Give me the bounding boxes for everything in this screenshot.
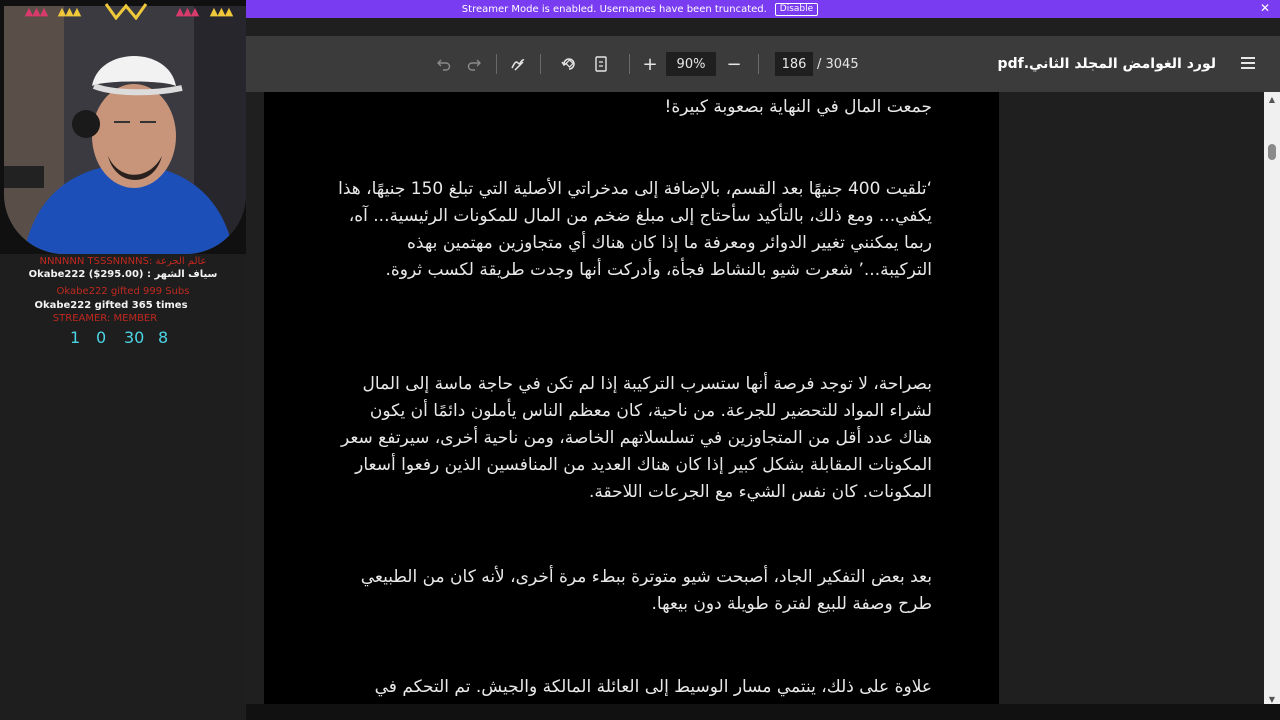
page-number-input[interactable]: 186 xyxy=(775,52,813,76)
rotate-icon xyxy=(560,55,578,73)
paragraph: بعد بعض التفكير الجاد، أصبحت شيو متوترة ببطء مرة أخرى، لأنه كان من الطبيعي طرح وصفة للبيع لفترة طويلة دون بيعها. xyxy=(360,567,932,614)
close-icon[interactable]: ✕ xyxy=(1259,1,1270,15)
undo-icon xyxy=(436,56,452,72)
page-total: / 3045 xyxy=(817,56,859,72)
counter-digit: 1 xyxy=(70,328,81,347)
decoration-crown-right: ▲▲▲ xyxy=(209,4,233,18)
zoom-in-button[interactable]: + xyxy=(642,53,658,75)
menu-icon[interactable] xyxy=(1238,54,1258,74)
toolbar-divider xyxy=(496,54,497,74)
draw-icon xyxy=(509,55,527,73)
rotate-button[interactable] xyxy=(557,36,581,92)
toolbar-divider xyxy=(540,54,541,74)
webcam-feed xyxy=(4,6,246,254)
paragraph: علاوة على ذلك، ينتمي مسار الوسيط إلى العائلة المالكة والجيش. تم التحكم في xyxy=(374,677,932,697)
disable-button[interactable]: Disable xyxy=(775,3,818,16)
streamer-webcam-image xyxy=(4,6,246,254)
banner-message: Streamer Mode is enabled. Usernames have been truncated. xyxy=(461,3,767,15)
paragraph: جمعت المال في النهاية بصعوبة كبيرة! xyxy=(664,97,932,117)
paragraph: بصراحة، لا توجد فرصة أنها ستسرب التركيبة إذا لم تكن في حاجة ماسة إلى المال لشراء المواد للتحضير للجرعة. من ناحية، كان معظم الناس يأملون دائمًا أن يكون هناك عدد أقل من المتجاوزين في تسلسلاتهم الخاصة، ومن ناحية أخرى، سيرتفع سعر المكونات المقابلة بشكل كبير إذا كان هناك العديد من المنافسين الذين رفعوا أسعار المكونات. كان نفس الشيء مع الجرعات اللاحقة. xyxy=(340,374,932,502)
logo-w-icon xyxy=(104,4,148,18)
decoration-left: ▲▲▲ xyxy=(24,4,48,18)
zoom-out-button[interactable]: − xyxy=(726,53,742,75)
toolbar-divider xyxy=(629,54,630,74)
bottom-strip xyxy=(246,704,1280,720)
overlay-footer: STREAMER: MEMBER xyxy=(52,313,158,324)
counter-digit: 8 xyxy=(158,328,169,347)
counter-digit: 30 xyxy=(124,328,145,347)
overlay-gift-alert: Okabe222 gifted 999 Subs xyxy=(56,286,190,297)
pdf-toolbar xyxy=(246,36,1280,92)
redo-button[interactable] xyxy=(462,36,486,92)
fit-page-icon xyxy=(593,55,609,73)
decoration-right: ▲▲▲ xyxy=(175,4,199,18)
pdf-page xyxy=(264,92,999,704)
scroll-down-icon[interactable]: ▼ xyxy=(1268,694,1276,704)
scroll-up-icon[interactable]: ▲ xyxy=(1268,94,1276,104)
paragraph: ‘تلقيت 400 جنيهًا بعد القسم، بالإضافة إلى مدخراتي الأصلية التي تبلغ 150 جنيهًا، هذا يكفي... ومع ذلك، بالتأكيد سأحتاج إلى مبلغ ضخم من المال للمكونات الرئيسية... آه، ربما يمكنني تغيير الدوائر ومعرفة ما إذا كان هناك أي متجاوزين مهتمين بهذه التركيبة...’ شعرت شيو بالنشاط فجأة، وأدركت أنها وجدت طريقة لكسب ثروة. xyxy=(338,179,932,280)
scrollbar-thumb[interactable] xyxy=(1268,144,1276,160)
stream-overlay xyxy=(0,0,246,720)
document-title: لورد الغوامض المجلد الثاني.pdf xyxy=(997,56,1216,72)
vertical-scrollbar[interactable] xyxy=(1264,92,1280,706)
decoration-crown-left: ▲▲▲ xyxy=(57,4,81,18)
toolbar-divider xyxy=(758,54,759,74)
overlay-top-supporter: سياف الشهر : Okabe222 ($295.00) xyxy=(28,269,218,280)
undo-button[interactable] xyxy=(432,36,456,92)
counter-digit: 0 xyxy=(96,328,107,347)
redo-icon xyxy=(466,56,482,72)
zoom-input[interactable]: 90% xyxy=(666,52,716,76)
draw-button[interactable] xyxy=(506,36,530,92)
overlay-alert: NNNNNN TSSSNNNNS: عالم الجرعة xyxy=(39,256,207,267)
overlay-gift-count: Okabe222 gifted 365 times xyxy=(34,300,188,311)
fit-page-button[interactable] xyxy=(589,36,613,92)
